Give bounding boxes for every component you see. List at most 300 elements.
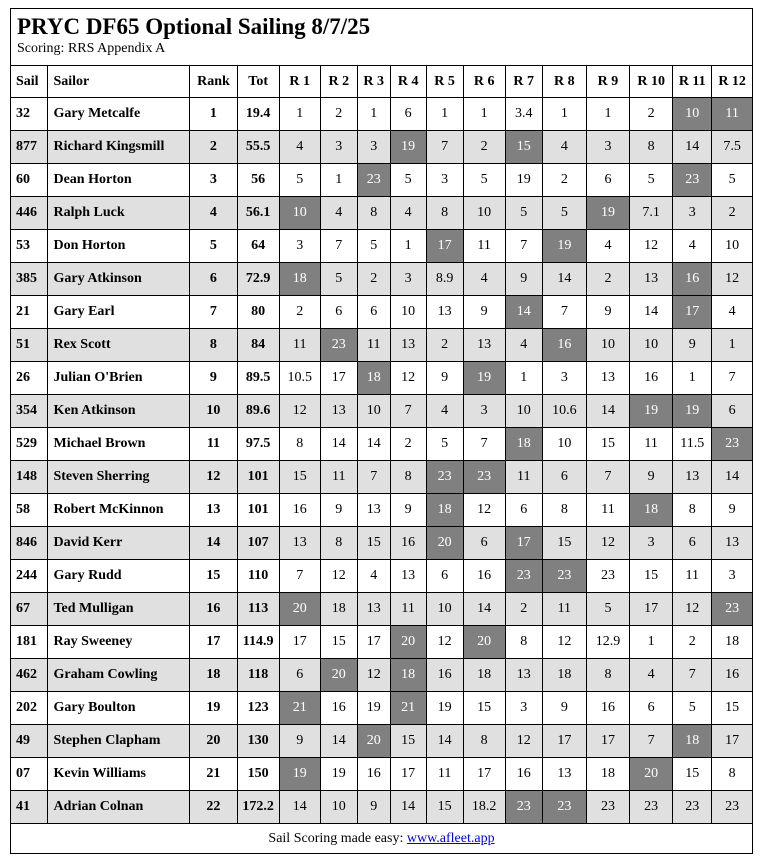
race-score-cell: 5 [279, 164, 320, 197]
total-cell: 97.5 [237, 428, 279, 461]
race-score-cell: 4 [357, 560, 390, 593]
discarded-race-score-cell: 20 [357, 725, 390, 758]
total-cell: 19.4 [237, 98, 279, 131]
race-score-cell: 17 [320, 362, 357, 395]
sailor-name-cell: Gary Rudd [48, 560, 190, 593]
race-score-cell: 6 [390, 98, 426, 131]
race-score-cell: 2 [542, 164, 586, 197]
discarded-race-score-cell: 11 [712, 98, 752, 131]
discarded-race-score-cell: 23 [357, 164, 390, 197]
discarded-race-score-cell: 16 [673, 263, 712, 296]
race-score-cell: 2 [390, 428, 426, 461]
total-cell: 113 [237, 593, 279, 626]
race-score-cell: 4 [426, 395, 463, 428]
race-score-cell: 1 [463, 98, 505, 131]
race-score-cell: 9 [505, 263, 542, 296]
sailor-name-cell: Stephen Clapham [48, 725, 190, 758]
race-score-cell: 13 [320, 395, 357, 428]
race-score-cell: 10 [712, 230, 752, 263]
race-score-cell: 16 [463, 560, 505, 593]
sail-number-cell: 181 [11, 626, 48, 659]
total-cell: 72.9 [237, 263, 279, 296]
race-score-cell: 3 [463, 395, 505, 428]
race-score-cell: 16 [279, 494, 320, 527]
race-score-cell: 8 [320, 527, 357, 560]
race-score-cell: 11 [586, 494, 629, 527]
race-score-cell: 15 [426, 791, 463, 824]
results-header [11, 9, 752, 66]
sailor-name-cell: Gary Atkinson [48, 263, 190, 296]
race-score-cell: 7 [586, 461, 629, 494]
total-cell: 130 [237, 725, 279, 758]
race-score-cell: 14 [463, 593, 505, 626]
discarded-race-score-cell: 14 [505, 296, 542, 329]
race-score-cell: 7 [279, 560, 320, 593]
race-score-cell: 11 [505, 461, 542, 494]
discarded-race-score-cell: 17 [426, 230, 463, 263]
discarded-race-score-cell: 23 [712, 593, 752, 626]
race-score-cell: 8 [542, 494, 586, 527]
rank-cell: 12 [190, 461, 237, 494]
column-header: R 6 [463, 66, 505, 98]
race-score-cell: 5 [630, 164, 673, 197]
race-score-cell: 3 [630, 527, 673, 560]
table-row [11, 461, 752, 494]
discarded-race-score-cell: 18 [279, 263, 320, 296]
column-header: R 9 [586, 66, 629, 98]
race-score-cell: 3 [542, 362, 586, 395]
page-title: PRYC DF65 Optional Sailing 8/7/25 [17, 14, 371, 39]
race-score-cell: 5 [673, 692, 712, 725]
race-score-cell: 8 [630, 131, 673, 164]
race-score-cell: 1 [426, 98, 463, 131]
race-score-cell: 9 [542, 692, 586, 725]
race-score-cell: 8 [673, 494, 712, 527]
discarded-race-score-cell: 23 [426, 461, 463, 494]
total-cell: 101 [237, 494, 279, 527]
table-row [11, 791, 752, 824]
discarded-race-score-cell: 23 [673, 164, 712, 197]
column-header: R 3 [357, 66, 390, 98]
race-score-cell: 14 [390, 791, 426, 824]
sailor-name-cell: Ralph Luck [48, 197, 190, 230]
race-score-cell: 17 [712, 725, 752, 758]
table-row [11, 593, 752, 626]
race-score-cell: 3.4 [505, 98, 542, 131]
rank-cell: 17 [190, 626, 237, 659]
race-score-cell: 15 [357, 527, 390, 560]
discarded-race-score-cell: 19 [463, 362, 505, 395]
race-score-cell: 9 [630, 461, 673, 494]
sail-number-cell: 07 [11, 758, 48, 791]
race-score-cell: 3 [279, 230, 320, 263]
race-score-cell: 17 [542, 725, 586, 758]
race-score-cell: 10 [505, 395, 542, 428]
race-score-cell: 10 [426, 593, 463, 626]
race-score-cell: 10 [390, 296, 426, 329]
race-score-cell: 19 [320, 758, 357, 791]
race-score-cell: 13 [390, 560, 426, 593]
race-score-cell: 13 [586, 362, 629, 395]
rank-cell: 7 [190, 296, 237, 329]
rank-cell: 15 [190, 560, 237, 593]
rank-cell: 21 [190, 758, 237, 791]
race-score-cell: 11 [390, 593, 426, 626]
table-row [11, 263, 752, 296]
race-score-cell: 1 [357, 98, 390, 131]
discarded-race-score-cell: 23 [542, 560, 586, 593]
race-score-cell: 5 [586, 593, 629, 626]
race-score-cell: 3 [712, 560, 752, 593]
discarded-race-score-cell: 18 [357, 362, 390, 395]
race-score-cell: 18 [542, 659, 586, 692]
discarded-race-score-cell: 23 [505, 560, 542, 593]
race-score-cell: 18 [712, 626, 752, 659]
column-header: Sail [11, 66, 48, 98]
race-score-cell: 6 [426, 560, 463, 593]
column-header: R 10 [630, 66, 673, 98]
rank-cell: 3 [190, 164, 237, 197]
race-score-cell: 13 [390, 329, 426, 362]
results-table [11, 66, 752, 824]
race-score-cell: 6 [712, 395, 752, 428]
total-cell: 80 [237, 296, 279, 329]
sailor-name-cell: Ray Sweeney [48, 626, 190, 659]
race-score-cell: 17 [279, 626, 320, 659]
table-row [11, 362, 752, 395]
sailor-name-cell: Adrian Colnan [48, 791, 190, 824]
race-score-cell: 9 [586, 296, 629, 329]
column-header: R 7 [505, 66, 542, 98]
sail-number-cell: 462 [11, 659, 48, 692]
discarded-race-score-cell: 20 [320, 659, 357, 692]
race-score-cell: 5 [390, 164, 426, 197]
race-score-cell: 10.5 [279, 362, 320, 395]
race-score-cell: 23 [712, 791, 752, 824]
sail-number-cell: 60 [11, 164, 48, 197]
race-score-cell: 9 [357, 791, 390, 824]
sailor-name-cell: Gary Metcalfe [48, 98, 190, 131]
discarded-race-score-cell: 19 [390, 131, 426, 164]
sailor-name-cell: Don Horton [48, 230, 190, 263]
race-score-cell: 12 [673, 593, 712, 626]
race-score-cell: 7 [542, 296, 586, 329]
race-score-cell: 9 [712, 494, 752, 527]
rank-cell: 14 [190, 527, 237, 560]
race-score-cell: 15 [630, 560, 673, 593]
race-score-cell: 13 [630, 263, 673, 296]
discarded-race-score-cell: 18 [630, 494, 673, 527]
total-cell: 107 [237, 527, 279, 560]
sailor-name-cell: Gary Earl [48, 296, 190, 329]
race-score-cell: 8 [586, 659, 629, 692]
race-score-cell: 11 [542, 593, 586, 626]
table-row [11, 164, 752, 197]
race-score-cell: 7 [630, 725, 673, 758]
rank-cell: 4 [190, 197, 237, 230]
table-row [11, 296, 752, 329]
race-score-cell: 7 [673, 659, 712, 692]
race-score-cell: 8.9 [426, 263, 463, 296]
race-score-cell: 5 [320, 263, 357, 296]
discarded-race-score-cell: 20 [426, 527, 463, 560]
race-score-cell: 16 [426, 659, 463, 692]
table-header-row [11, 66, 752, 98]
race-score-cell: 10 [586, 329, 629, 362]
race-score-cell: 14 [586, 395, 629, 428]
race-score-cell: 3 [505, 692, 542, 725]
discarded-race-score-cell: 20 [463, 626, 505, 659]
discarded-race-score-cell: 21 [279, 692, 320, 725]
race-score-cell: 8 [712, 758, 752, 791]
race-score-cell: 7 [357, 461, 390, 494]
sail-number-cell: 26 [11, 362, 48, 395]
sailor-name-cell: Graham Cowling [48, 659, 190, 692]
race-score-cell: 16 [357, 758, 390, 791]
race-score-cell: 12 [390, 362, 426, 395]
race-score-cell: 3 [357, 131, 390, 164]
race-score-cell: 2 [320, 98, 357, 131]
race-score-cell: 3 [320, 131, 357, 164]
race-score-cell: 14 [542, 263, 586, 296]
afleet-link[interactable]: www.afleet.app [406, 831, 495, 846]
total-cell: 114.9 [237, 626, 279, 659]
race-score-cell: 1 [390, 230, 426, 263]
race-score-cell: 15 [390, 725, 426, 758]
discarded-race-score-cell: 18 [505, 428, 542, 461]
race-score-cell: 11 [320, 461, 357, 494]
total-cell: 84 [237, 329, 279, 362]
column-header: R 5 [426, 66, 463, 98]
discarded-race-score-cell: 10 [279, 197, 320, 230]
race-score-cell: 15 [712, 692, 752, 725]
race-score-cell: 7 [712, 362, 752, 395]
race-score-cell: 6 [320, 296, 357, 329]
race-score-cell: 13 [426, 296, 463, 329]
sailor-name-cell: Kevin Williams [48, 758, 190, 791]
discarded-race-score-cell: 17 [505, 527, 542, 560]
race-score-cell: 15 [673, 758, 712, 791]
race-score-cell: 5 [357, 230, 390, 263]
race-score-cell: 16 [505, 758, 542, 791]
discarded-race-score-cell: 17 [673, 296, 712, 329]
table-row [11, 626, 752, 659]
race-score-cell: 18.2 [463, 791, 505, 824]
race-score-cell: 13 [673, 461, 712, 494]
race-score-cell: 12 [279, 395, 320, 428]
race-score-cell: 12 [586, 527, 629, 560]
race-score-cell: 13 [463, 329, 505, 362]
column-header: Tot [237, 66, 279, 98]
sail-number-cell: 202 [11, 692, 48, 725]
table-row [11, 560, 752, 593]
race-score-cell: 10 [630, 329, 673, 362]
sail-number-cell: 446 [11, 197, 48, 230]
race-score-cell: 7 [390, 395, 426, 428]
race-score-cell: 15 [320, 626, 357, 659]
race-score-cell: 7.5 [712, 131, 752, 164]
race-score-cell: 18 [463, 659, 505, 692]
discarded-race-score-cell: 20 [279, 593, 320, 626]
race-score-cell: 4 [505, 329, 542, 362]
race-score-cell: 12 [505, 725, 542, 758]
race-score-cell: 7.1 [630, 197, 673, 230]
race-score-cell: 6 [357, 296, 390, 329]
race-score-cell: 9 [673, 329, 712, 362]
column-header: R 11 [673, 66, 712, 98]
table-row [11, 329, 752, 362]
rank-cell: 6 [190, 263, 237, 296]
race-score-cell: 19 [357, 692, 390, 725]
race-score-cell: 3 [673, 197, 712, 230]
total-cell: 110 [237, 560, 279, 593]
race-score-cell: 10 [463, 197, 505, 230]
race-score-cell: 17 [586, 725, 629, 758]
rank-cell: 5 [190, 230, 237, 263]
race-score-cell: 16 [320, 692, 357, 725]
discarded-race-score-cell: 23 [712, 428, 752, 461]
sailor-name-cell: Ted Mulligan [48, 593, 190, 626]
rank-cell: 2 [190, 131, 237, 164]
table-row [11, 494, 752, 527]
race-score-cell: 15 [463, 692, 505, 725]
race-score-cell: 2 [586, 263, 629, 296]
race-score-cell: 13 [357, 494, 390, 527]
race-score-cell: 6 [505, 494, 542, 527]
sail-number-cell: 21 [11, 296, 48, 329]
race-score-cell: 14 [426, 725, 463, 758]
discarded-race-score-cell: 10 [673, 98, 712, 131]
race-score-cell: 7 [426, 131, 463, 164]
rank-cell: 9 [190, 362, 237, 395]
total-cell: 56 [237, 164, 279, 197]
race-score-cell: 16 [630, 362, 673, 395]
race-score-cell: 23 [586, 560, 629, 593]
sail-number-cell: 354 [11, 395, 48, 428]
race-score-cell: 4 [673, 230, 712, 263]
sail-number-cell: 244 [11, 560, 48, 593]
total-cell: 150 [237, 758, 279, 791]
discarded-race-score-cell: 18 [390, 659, 426, 692]
sail-number-cell: 58 [11, 494, 48, 527]
race-score-cell: 12 [426, 626, 463, 659]
footer [11, 824, 752, 856]
race-score-cell: 16 [586, 692, 629, 725]
race-score-cell: 1 [279, 98, 320, 131]
race-score-cell: 7 [463, 428, 505, 461]
column-header: R 1 [279, 66, 320, 98]
race-score-cell: 6 [586, 164, 629, 197]
rank-cell: 22 [190, 791, 237, 824]
sailor-name-cell: Ken Atkinson [48, 395, 190, 428]
discarded-race-score-cell: 23 [542, 791, 586, 824]
sailor-name-cell: David Kerr [48, 527, 190, 560]
race-score-cell: 2 [357, 263, 390, 296]
race-score-cell: 11.5 [673, 428, 712, 461]
race-score-cell: 11 [279, 329, 320, 362]
table-row [11, 527, 752, 560]
race-score-cell: 10 [320, 791, 357, 824]
race-score-cell: 4 [320, 197, 357, 230]
sail-number-cell: 41 [11, 791, 48, 824]
column-header: Rank [190, 66, 237, 98]
race-score-cell: 7 [505, 230, 542, 263]
race-score-cell: 14 [673, 131, 712, 164]
race-score-cell: 15 [542, 527, 586, 560]
race-score-cell: 1 [712, 329, 752, 362]
discarded-race-score-cell: 23 [505, 791, 542, 824]
race-score-cell: 8 [279, 428, 320, 461]
race-score-cell: 1 [586, 98, 629, 131]
race-score-cell: 10 [542, 428, 586, 461]
race-score-cell: 17 [630, 593, 673, 626]
race-score-cell: 14 [357, 428, 390, 461]
column-header: R 8 [542, 66, 586, 98]
race-score-cell: 17 [357, 626, 390, 659]
race-score-cell: 4 [390, 197, 426, 230]
race-score-cell: 23 [586, 791, 629, 824]
race-score-cell: 4 [463, 263, 505, 296]
race-score-cell: 23 [630, 791, 673, 824]
table-row [11, 758, 752, 791]
total-cell: 64 [237, 230, 279, 263]
race-score-cell: 12 [463, 494, 505, 527]
discarded-race-score-cell: 16 [542, 329, 586, 362]
race-score-cell: 1 [505, 362, 542, 395]
total-cell: 118 [237, 659, 279, 692]
sail-number-cell: 32 [11, 98, 48, 131]
race-score-cell: 16 [712, 659, 752, 692]
race-score-cell: 8 [505, 626, 542, 659]
race-score-cell: 12.9 [586, 626, 629, 659]
race-score-cell: 3 [586, 131, 629, 164]
rank-cell: 1 [190, 98, 237, 131]
race-score-cell: 13 [279, 527, 320, 560]
total-cell: 89.6 [237, 395, 279, 428]
race-score-cell: 4 [279, 131, 320, 164]
sail-number-cell: 529 [11, 428, 48, 461]
race-score-cell: 2 [673, 626, 712, 659]
race-score-cell: 18 [320, 593, 357, 626]
rank-cell: 8 [190, 329, 237, 362]
race-score-cell: 13 [712, 527, 752, 560]
race-score-cell: 1 [320, 164, 357, 197]
rank-cell: 20 [190, 725, 237, 758]
race-score-cell: 11 [630, 428, 673, 461]
sail-number-cell: 846 [11, 527, 48, 560]
table-row [11, 725, 752, 758]
discarded-race-score-cell: 19 [586, 197, 629, 230]
race-score-cell: 15 [279, 461, 320, 494]
rank-cell: 13 [190, 494, 237, 527]
race-score-cell: 8 [357, 197, 390, 230]
table-row [11, 131, 752, 164]
sail-number-cell: 51 [11, 329, 48, 362]
sailor-name-cell: Gary Boulton [48, 692, 190, 725]
race-score-cell: 13 [542, 758, 586, 791]
sail-number-cell: 148 [11, 461, 48, 494]
table-row [11, 230, 752, 263]
discarded-race-score-cell: 19 [673, 395, 712, 428]
race-score-cell: 19 [426, 692, 463, 725]
race-score-cell: 12 [630, 230, 673, 263]
race-score-cell: 9 [320, 494, 357, 527]
race-score-cell: 2 [426, 329, 463, 362]
race-score-cell: 15 [586, 428, 629, 461]
race-score-cell: 9 [426, 362, 463, 395]
race-score-cell: 9 [463, 296, 505, 329]
race-score-cell: 14 [279, 791, 320, 824]
